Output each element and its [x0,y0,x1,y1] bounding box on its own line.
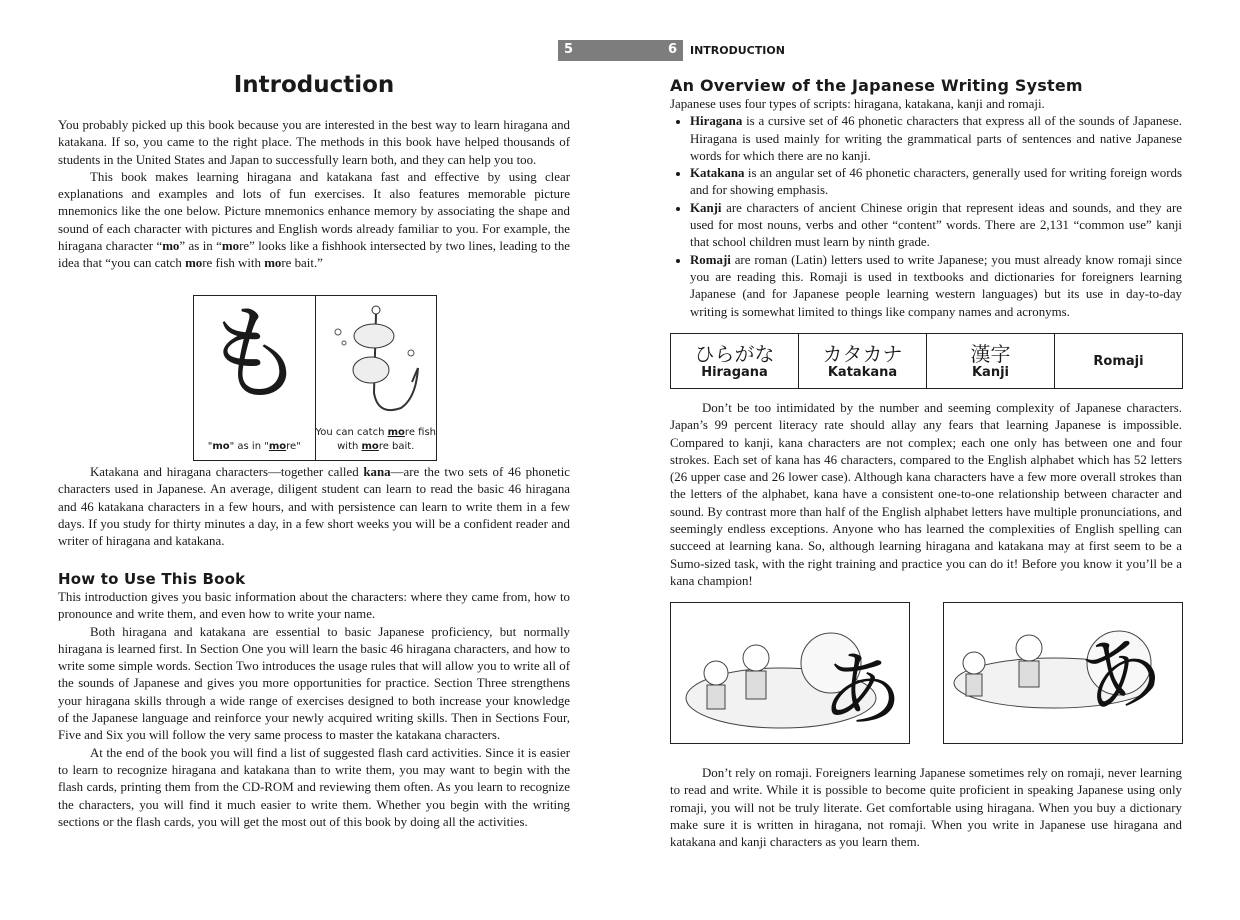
sumo-scene-icon [671,603,909,743]
list-item: • Katakana is an angular set of 46 phonetic characters, generally used for writing foreign words and for showing emphasis. [690,165,1182,200]
list-item: • Romaji are roman (Latin) letters used to write Japanese; you must already know romaji since you are reading this. Romaji is used in textbooks and dictionaries for foreigners learning Japanese (and for Japanese people learning western languages) but its use in day-to-day writing is somewhat limited to things like company names and acronyms. [690,252,1182,321]
sumo-illustration-right [943,602,1183,744]
table-cell-romaji: Romaji [1054,334,1182,388]
mnemonic-figure [193,295,437,461]
picture-panel [315,296,437,460]
character-panel [194,293,315,460]
list-item: • Hiragana is a cursive set of 46 phonetic characters that express all of the sounds of Japanese. Hiragana is used mainly for writing the grammatical parts of sentences and native Japanese words for which there are no kanji. [690,113,1182,165]
paragraph: Both hiragana and katakana are essential to basic Japanese proficiency, but normally hiragana is learned first. In Section One you will learn the basic 46 hiragana characters, and how to write some simple words. Section Two introduces the usage rules that will allow you to write all of the sounds of Japanese and gives you more opportunities for practice. Section Three strengthens your hiragana skills through a wide range of exercises designed to both increase your knowledge of the Japanese language and reinforce your newly acquired writing skills. Then in Sections Four, Five and Six you will follow the very same process to master the katakana characters. [58,624,570,743]
right-page-number: 6 [667,42,677,57]
table-cell-kanji: 漢字 Kanji [926,334,1054,388]
paragraph: This book makes learning hiragana and katakana fast and effective by using clear explanations and examples and lots of fun exercises. It also features memorable picture mnemonics like the one below. Picture mnemonics enhance memory by associating the shape and sound of each character with pictures and English words already familiar to you. For example, the hiragana character “mo” as in “more” looks like a fishhook intersected by two lines, leading to the idea that “you can catch more fish with more bait.” [58,169,570,271]
intimidation-paragraph: Don’t be too intimidated by the number and seeming complexity of Japanese characters. Japan’s 99 percent literacy rate should allay any fears that learning Japanese is impossible. Compared to kanji, kana characters are not complex; each one only has between one and four strokes. Each set of kana has 46 characters, compared to the English alphabet which has 52 letters (26 upper case and 26 lower case). Although kana characters have a few more overall strokes than the letters of the alphabet, kana have a consistent one-to-one relationship between character and sound. By contrast more than half of the English alphabet letters have multiple pronunciations, and seemingly endless exceptions. Anyone who has learned the complexities of English spelling can succeed at learning kana. So, although learning hiragana and katakana may at first seem to be a Sumo-sized task, with the right training and practice you can do it! Before you know it you’ll be a kana champion! [670,401,1182,588]
list-item: • Kanji are characters of ancient Chinese origin that represent ideas and sounds, and they are used for most nouns, verbs and other “content” words. There are 2,131 “common use” kanji that school children must learn by ninth grade. [690,200,1182,252]
caption-right: You can catch more fish with more bait. [315,427,436,452]
page-title: Introduction [233,72,395,98]
table-cell-katakana: カタカナ Katakana [798,334,926,388]
romaji-paragraph: Don’t rely on romaji. Foreigners learning Japanese sometimes rely on romaji, never learning to read and write. While it is possible to become quite proficient in speaking Japanese using only romaji, you will not be truly literate. Get comfortable using hiragana. When you buy a dictionary make sure it is written in hiragana, not romaji. When you write in Japanese use hiragana and katakana and kanji characters as you learn them. [670,766,1182,850]
overview-heading: An Overview of the Japanese Writing System [670,76,1083,95]
paragraph: You probably picked up this book because you are interested in the best way to learn hiragana and katakana. If so, you came to the right place. The methods in this book have helped thousands of students in the United States and Japan to successfully learn both, and they can help you too. [58,118,570,167]
svg-text:あ: あ [821,643,904,738]
how-to-use-text [58,589,570,831]
table-cell-hiragana: ひらがな Hiragana [694,341,775,380]
page-number-band [558,40,683,61]
overview-text: Japanese uses four types of scripts: hiragana, katakana, kanji and romaji. • Hiragana is a cursive set of 46 phonetic characters that express all of the sounds of Japanese. Hiragana is used mainly for writing the grammatical parts of sentences and native Japanese words for which there are no kanji. • Katakana is an angular set of 46 phonetic characters, generally used for writing foreign words and for showing emphasis. • Kanji are characters of ancient Chinese origin that represent ideas and sounds, and they are used for most nouns, verbs and other “content” words. There are 2,131 “common use” kanji that school children must learn by ninth grade. • Romaji are roman (Latin) letters used to write Japanese; you must already know romaji since you are reading this. Romaji is used in textbooks and dictionaries for foreigners learning Japanese (and for Japanese people learning western languages) but its use in day-to-day writing is somewhat limited to things like company names and acronyms. [670,96,1182,321]
script-list [670,113,1182,321]
kana-paragraph: Katakana and hiragana characters—together called kana—are the two sets of 46 phonetic characters used in Japanese. An average, diligent student can learn to read the basic 46 hiragana and 46 katakana characters in a few hours, and with persistence can learn to write them in a few days. If you study for thirty minutes a day, in a few short weeks you will be a confident reader and writer of hiragana and katakana. [58,465,570,549]
sumo-illustration-left [670,602,910,744]
paragraph: This introduction gives you basic information about the characters: where they came from, how to pronounce and write them, and even how to write your name. [58,590,570,622]
running-head: INTRODUCTION [690,44,785,57]
sumo-scene-icon [944,603,1182,743]
fishhook-worm-icon [316,298,436,418]
left-page-number: 5 [564,42,574,57]
section-heading: How to Use This Book [58,570,246,588]
caption-left: "mo" as in "more" [207,441,301,452]
scripts-table [670,333,1183,389]
svg-text:あ: あ [1066,616,1176,734]
paragraph: At the end of the book you will find a list of suggested flash card activities. Since it is easier to learn to recognize hiragana and katakana than to write them, you may want to begin with the flash cards, printing them from the CD-ROM and reviewing them often. As you learn to recognize the characters, you will find it much easier to write them. Whether you begin with the writing sections or the flash cards, you will get the most out of this book by doing all the activities. [58,745,570,829]
hiragana-mo-glyph: も [202,293,307,415]
left-intro-text [58,117,570,273]
